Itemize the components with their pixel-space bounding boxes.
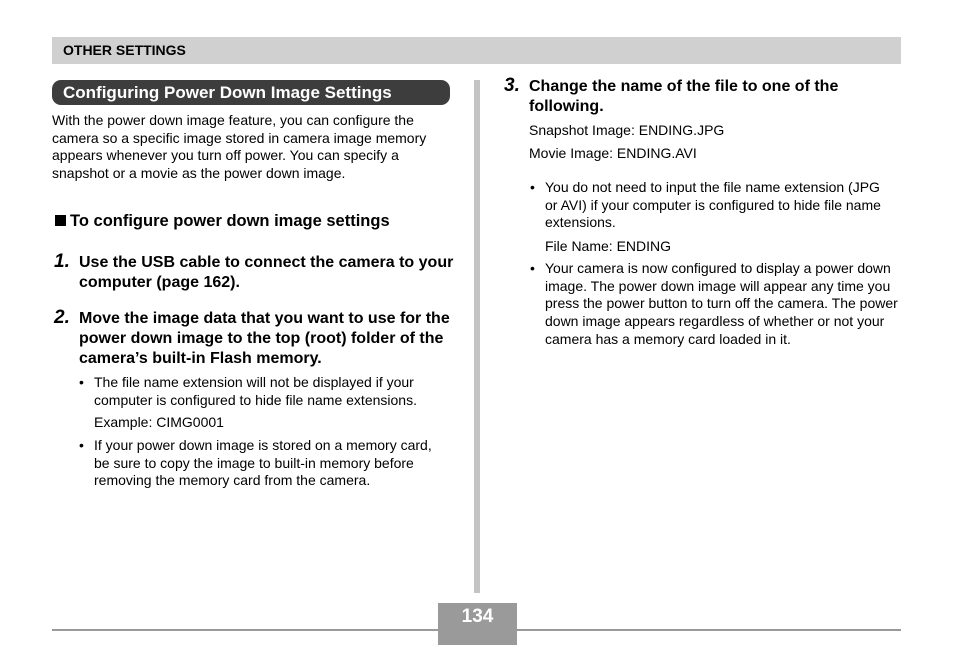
step-1-text: Use the USB cable to connect the camera to your computer (page 162). [79,254,454,291]
subheading-text: To configure power down image settings [70,212,390,230]
step-3-bullet-2: Your camera is now configured to display a power down image. The power down image will appear any time you press the power button to turn off the camera. The power down image appears regardless of whether or not your camera has a memory card loaded in it. [545,260,898,347]
file-name-example: File Name: ENDING [545,238,672,254]
step-3-number: 3. [504,75,520,96]
section-header-title: OTHER SETTINGS [63,42,186,58]
intro-paragraph: With the power down image feature, you can configure the camera so a specific image stored in camera image memory appears whenever you turn off power. You can specify a snapshot or a movie as the power down image. [52,112,427,182]
bullet-dot: • [530,179,535,195]
step-3-text: Change the name of the file to one of the following. [529,78,839,115]
step-1-number: 1. [54,251,70,272]
procedure-subheading [55,210,390,232]
snapshot-filename: Snapshot Image: ENDING.JPG [529,122,725,138]
square-bullet-icon [55,215,66,226]
column-divider [474,80,480,593]
page-number: 134 [438,603,517,629]
section-header-bar [52,37,901,64]
page-number-tab [438,631,517,645]
step-2-bullet-2: If your power down image is stored on a memory card, be sure to copy the image to built-in memory before removing the memory card from the camera. [94,437,432,489]
bullet-dot: • [79,437,84,453]
bullet-dot: • [79,374,84,390]
bullet-dot: • [530,260,535,276]
step-2-text: Move the image data that you want to use for the power down image to the top (root) folder of the camera’s built-in Flash memory. [79,310,450,367]
step-2-example: Example: CIMG0001 [94,414,224,430]
page-number-box [438,603,517,645]
step-2-bullet-1: The file name extension will not be displayed if your computer is configured to hide file name extensions. [94,374,417,408]
section-title: Configuring Power Down Image Settings [52,80,450,105]
step-2-number: 2. [54,307,70,328]
step-3-bullet-1: You do not need to input the file name extension (JPG or AVI) if your computer is configured to hide file name extensions. [545,179,881,231]
movie-filename: Movie Image: ENDING.AVI [529,145,697,161]
